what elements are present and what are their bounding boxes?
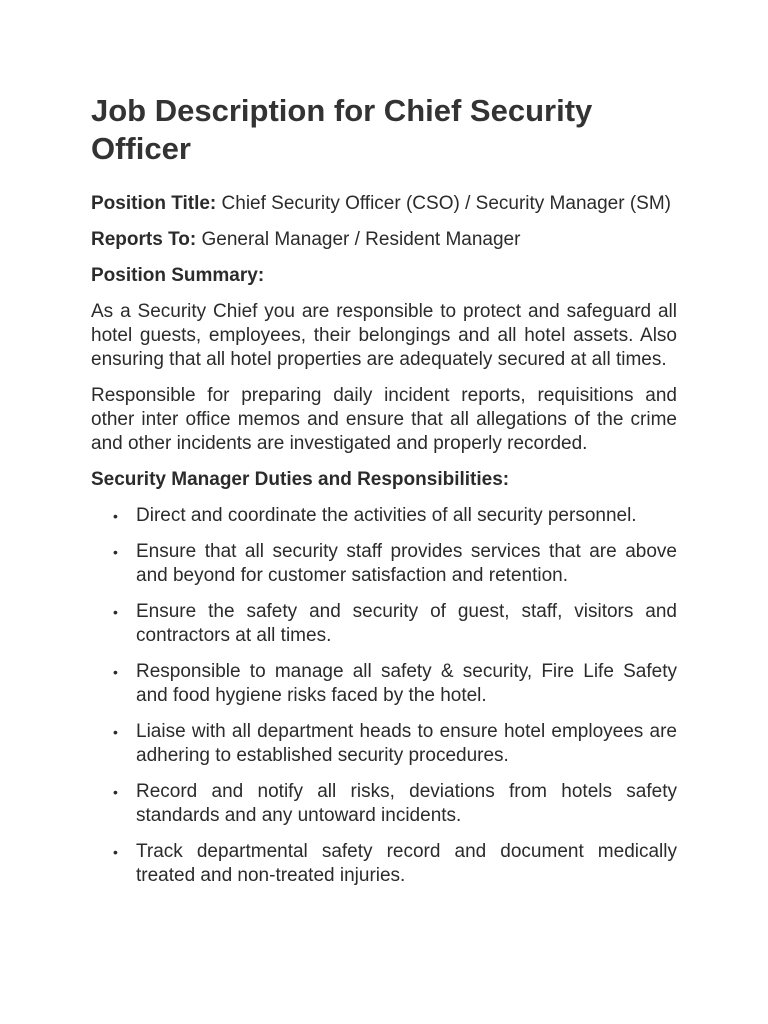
list-item	[91, 780, 677, 828]
list-item-text: Ensure the safety and security of guest, staff, visitors and contractors at all times.	[136, 601, 677, 646]
list-item	[91, 600, 677, 648]
bullet-icon: •	[113, 664, 118, 680]
bullet-icon: •	[113, 844, 118, 860]
bullet-icon: •	[113, 544, 118, 560]
duties-heading: Security Manager Duties and Responsibilities:	[91, 469, 510, 490]
position-title-label: Position Title:	[91, 193, 217, 214]
list-item	[91, 840, 677, 888]
reports-to-value: General Manager / Resident Manager	[201, 229, 521, 250]
summary-paragraph-1: As a Security Chief you are responsible to protect and safeguard all hotel guests, employees, their belongings and all hotel assets. Also ensuring that all hotel properties are adequately secured at all times.	[91, 301, 677, 370]
list-item	[91, 660, 677, 708]
bullet-icon: •	[113, 508, 118, 524]
bullet-icon: •	[113, 604, 118, 620]
summary-paragraph-2: Responsible for preparing daily incident reports, requisitions and other inter office memos and ensure that all allegations of the crime and other incidents are investigated and properly recorded.	[91, 385, 677, 454]
list-item-text: Liaise with all department heads to ensure hotel employees are adhering to established security procedures.	[136, 721, 677, 766]
list-item-text: Track departmental safety record and document medically treated and non-treated injuries.	[136, 841, 677, 886]
reports-to-row	[91, 228, 677, 252]
page-title: Job Description for Chief Security Officer	[91, 93, 593, 166]
position-title-value: Chief Security Officer (CSO) / Security Manager (SM)	[221, 193, 671, 214]
list-item-text: Record and notify all risks, deviations from hotels safety standards and any untoward incidents.	[136, 781, 677, 826]
summary-heading: Position Summary:	[91, 265, 265, 286]
list-item-text: Ensure that all security staff provides services that are above and beyond for customer satisfaction and retention.	[136, 541, 677, 586]
duties-list	[91, 504, 677, 888]
bullet-icon: •	[113, 724, 118, 740]
document-page	[91, 92, 677, 900]
list-item	[91, 720, 677, 768]
list-item-text: Direct and coordinate the activities of all security personnel.	[136, 505, 637, 526]
list-item	[91, 504, 677, 528]
bullet-icon: •	[113, 784, 118, 800]
position-title-row	[91, 192, 677, 216]
list-item-text: Responsible to manage all safety & security, Fire Life Safety and food hygiene risks faced by the hotel.	[136, 661, 677, 706]
list-item	[91, 540, 677, 588]
reports-to-label: Reports To:	[91, 229, 197, 250]
